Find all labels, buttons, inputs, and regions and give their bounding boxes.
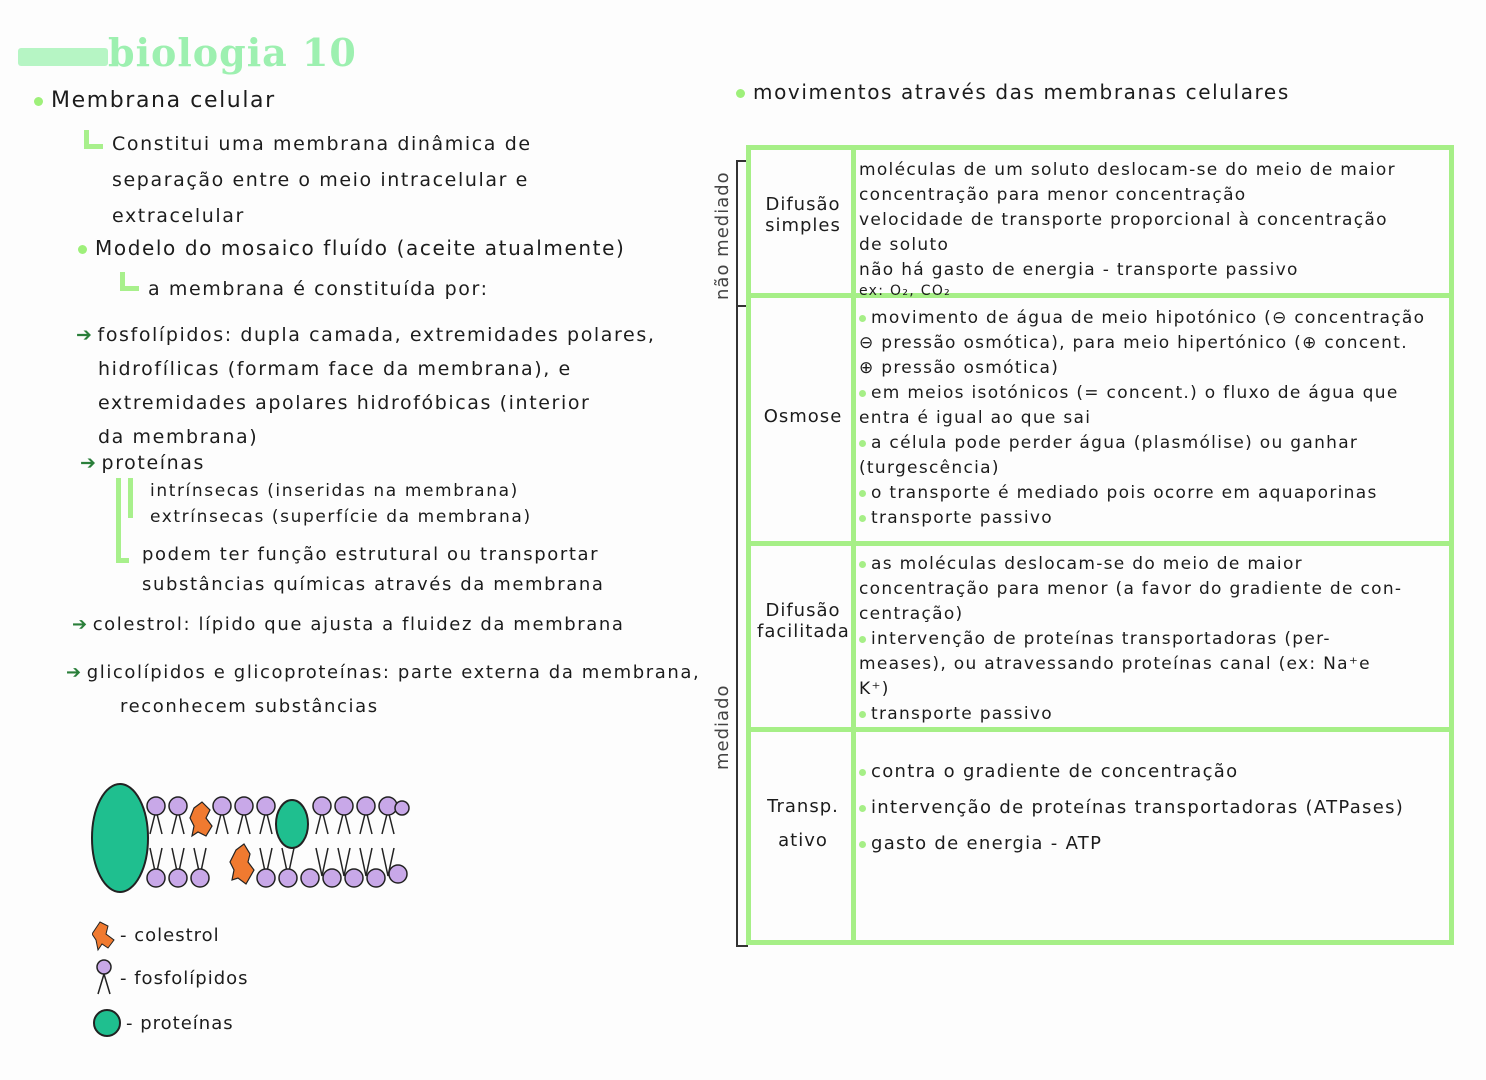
side-label-mediado: mediado xyxy=(712,684,733,770)
row-content: as moléculas deslocam-se do meio de maior concentração para menor (a favor do gradiente de con- centração) intervenção de proteínas transportadoras (per- meases), ou atravessando proteínas canal (ex: Na⁺e K⁺) transporte passivo xyxy=(859,554,1403,724)
legend-fosfolipidos: - fosfolípidos xyxy=(92,958,249,998)
indent-marker xyxy=(120,272,139,291)
bullet-icon xyxy=(34,97,43,106)
row-content: contra o gradiente de concentração intervenção de proteínas transportadoras (ATPases) gasto de energia - ATP xyxy=(859,754,1443,862)
row-label: Osmose xyxy=(763,406,843,427)
heading-membrana: Membrana celular xyxy=(34,88,276,114)
phospholipid-icon xyxy=(92,958,120,998)
colestrol-text: ➔ colestrol: lípido que ajusta a fluidez da membrana xyxy=(72,614,625,635)
row-content: moléculas de um soluto deslocam-se do meio de maior concentração para menor concentração velocidade de transporte proporcional à concentração de soluto não há gasto de energia - transporte passivo ex: O₂, CO₂ xyxy=(859,160,1396,299)
glico-text: ➔ glicolípidos e glicoproteínas: parte externa da membrana, reconhecem substâncias xyxy=(66,662,701,717)
arrow-icon: ➔ xyxy=(80,452,98,474)
indent-marker xyxy=(84,130,103,149)
row-label: Difusão simples xyxy=(765,194,841,236)
model-heading: Modelo do mosaico fluído (aceite atualmente) xyxy=(78,236,625,260)
bracket-marker xyxy=(116,478,129,563)
membrane-diagram xyxy=(86,780,416,898)
proteinas-list: intrínsecas (inseridas na membrana) extrínsecas (superfície da membrana) xyxy=(150,481,532,527)
bracket-marker xyxy=(128,478,141,518)
table-row xyxy=(751,546,1449,732)
proteinas-heading: ➔ proteínas xyxy=(80,452,206,474)
protein-icon xyxy=(92,1006,126,1040)
cholesterol-icon xyxy=(92,918,120,952)
bullet-icon xyxy=(78,245,87,254)
legend-colestrol: - colestrol xyxy=(92,918,220,952)
right-heading: movimentos através das membranas celulares xyxy=(736,80,1290,104)
title-highlight xyxy=(18,48,108,66)
proteinas-function: podem ter função estrutural ou transportar substâncias químicas através da membrana xyxy=(142,544,605,595)
page-title: biologia 10 xyxy=(108,30,357,75)
transport-table xyxy=(746,145,1454,945)
table-row xyxy=(751,732,1449,940)
bullet-icon xyxy=(736,89,745,98)
row-label: Transp. ativo xyxy=(767,796,839,851)
row-label: Difusão facilitada xyxy=(757,600,850,642)
side-bracket xyxy=(736,160,738,946)
arrow-icon: ➔ xyxy=(76,324,94,346)
fosfolipidos-text: ➔ fosfolípidos: dupla camada, extremidades polares, hidrofílicas (formam face da membrana), e extremidades apolares hidrofóbicas (interior da membrana) xyxy=(76,324,656,448)
membrana-definition: Constitui uma membrana dinâmica de separação entre o meio intracelular e extracelular xyxy=(112,133,532,227)
model-sub: a membrana é constituída por: xyxy=(148,278,489,300)
table-row xyxy=(751,298,1449,546)
table-row xyxy=(751,150,1449,298)
row-content: movimento de água de meio hipotónico (⊖ concentração ⊖ pressão osmótica), para meio hipertónico (⊕ concent. ⊕ pressão osmótica) em meios isotónicos (= concent.) o fluxo de água que entra é igual ao que sai a célula pode perder água (plasmólise) ou ganhar (turgescência) o transporte é mediado pois ocorre em aquaporinas transporte passivo xyxy=(859,308,1426,528)
side-label-nao-mediado: não mediado xyxy=(712,171,733,300)
arrow-icon: ➔ xyxy=(72,614,89,635)
arrow-icon: ➔ xyxy=(66,662,83,683)
legend-proteinas: - proteínas xyxy=(92,1006,234,1040)
